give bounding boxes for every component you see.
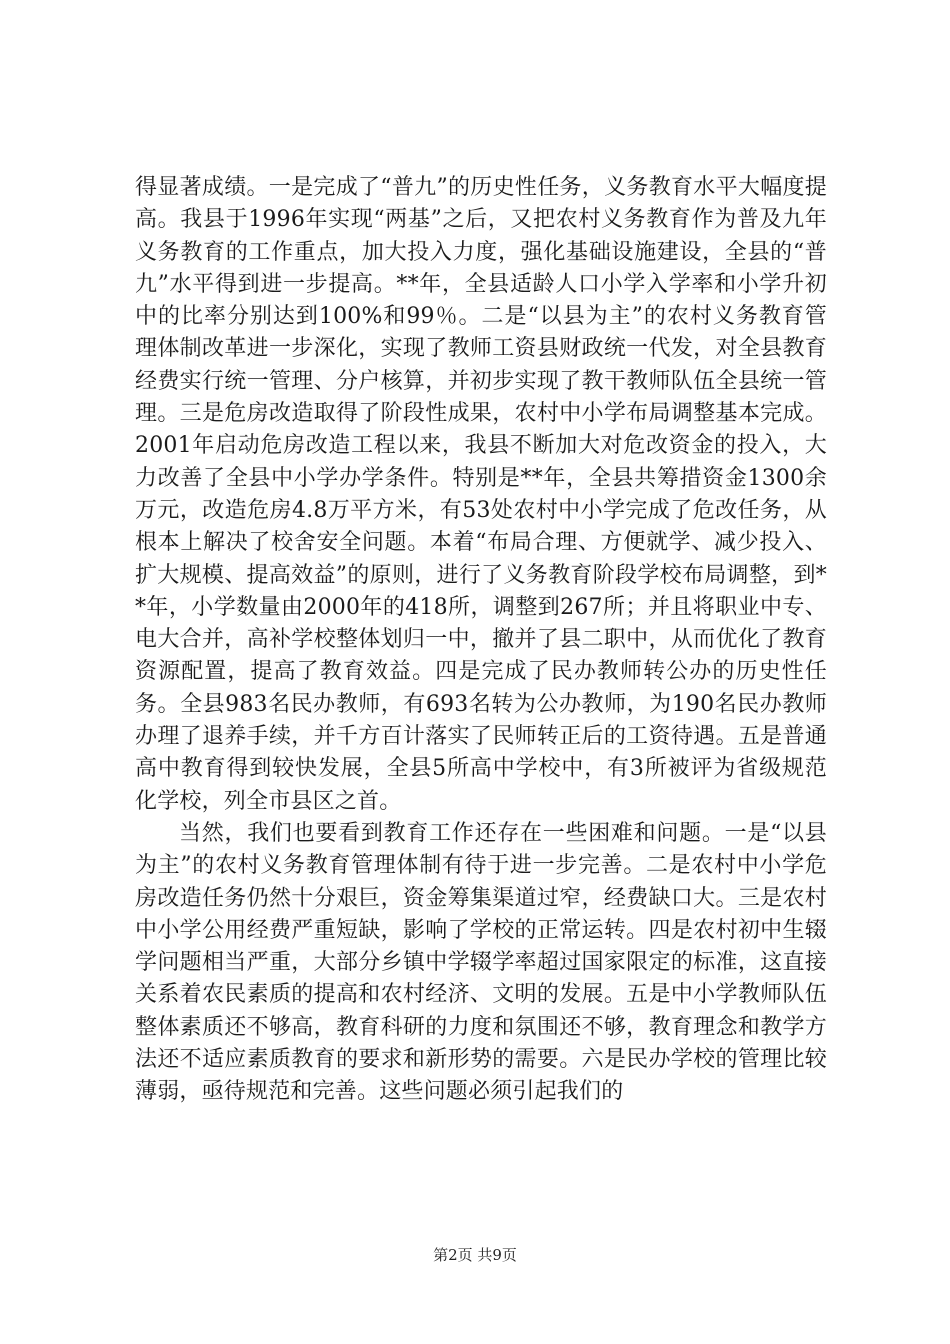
paragraph-problems: 当然，我们也要看到教育工作还存在一些困难和问题。一是“以县为主”的农村义务教育管理体制有待于进一步完善。二是农村中小学危房改造任务仍然十分艰巨，资金筹集渠道过窄，经费缺口大。三是农村中小学公用经费严重短缺，影响了学校的正常运转。四是农村初中生辍学问题相当严重，大部分乡镇中学辍学率超过国家限定的标准，这直接关系着农民素质的提高和农村经济、文明的发展。五是中小学教师队伍整体素质还不够高，教育科研的力度和氛围还不够，教育理念和教学方法还不适应素质教育的要求和新形势的需要。六是民办学校的管理比较薄弱，亟待规范和完善。这些问题必须引起我们的 [135,820,827,1105]
document-body [135,172,827,1109]
paragraph-achievements: 得显著成绩。一是完成了“普九”的历史性任务，义务教育水平大幅度提高。我县于1996年实现“两基”之后，又把农村义务教育作为普及九年义务教育的工作重点，加大投入力度，强化基础设施建设，全县的“普九”水平得到进一步提高。**年，全县适龄人口小学入学率和小学升初中的比率分别达到100%和99％。二是“以县为主”的农村义务教育管理体制改革进一步深化，实现了教师工资县财政统一代发，对全县教育经费实行统一管理、分户核算，并初步实现了教干教师队伍全县统一管理。三是危房改造取得了阶段性成果，农村中小学布局调整基本完成。2001年启动危房改造工程以来，我县不断加大对危改资金的投入，大力改善了全县中小学办学条件。特别是**年，全县共筹措资金1300余万元，改造危房4.8万平方米，有53处农村中小学完成了危改任务，从根本上解决了校舍安全问题。本着“布局合理、方便就学、减少投入、扩大规模、提高效益”的原则，进行了义务教育阶段学校布局调整，到**年，小学数量由2000年的418所，调整到267所；并且将职业中专、电大合并，高补学校整体划归一中，撤并了县二职中，从而优化了教育资源配置，提高了教育效益。四是完成了民办教师转公办的历史性任务。全县983名民办教师，有693名转为公办教师，为190名民办教师办理了退养手续，并千方百计落实了民师转正后的工资待遇。五是普通高中教育得到较快发展，全县5所高中学校中，有3所被评为省级规范化学校，列全市县区之首。 [135,175,827,814]
page-number-footer: 第2页 共9页 [433,1246,517,1264]
